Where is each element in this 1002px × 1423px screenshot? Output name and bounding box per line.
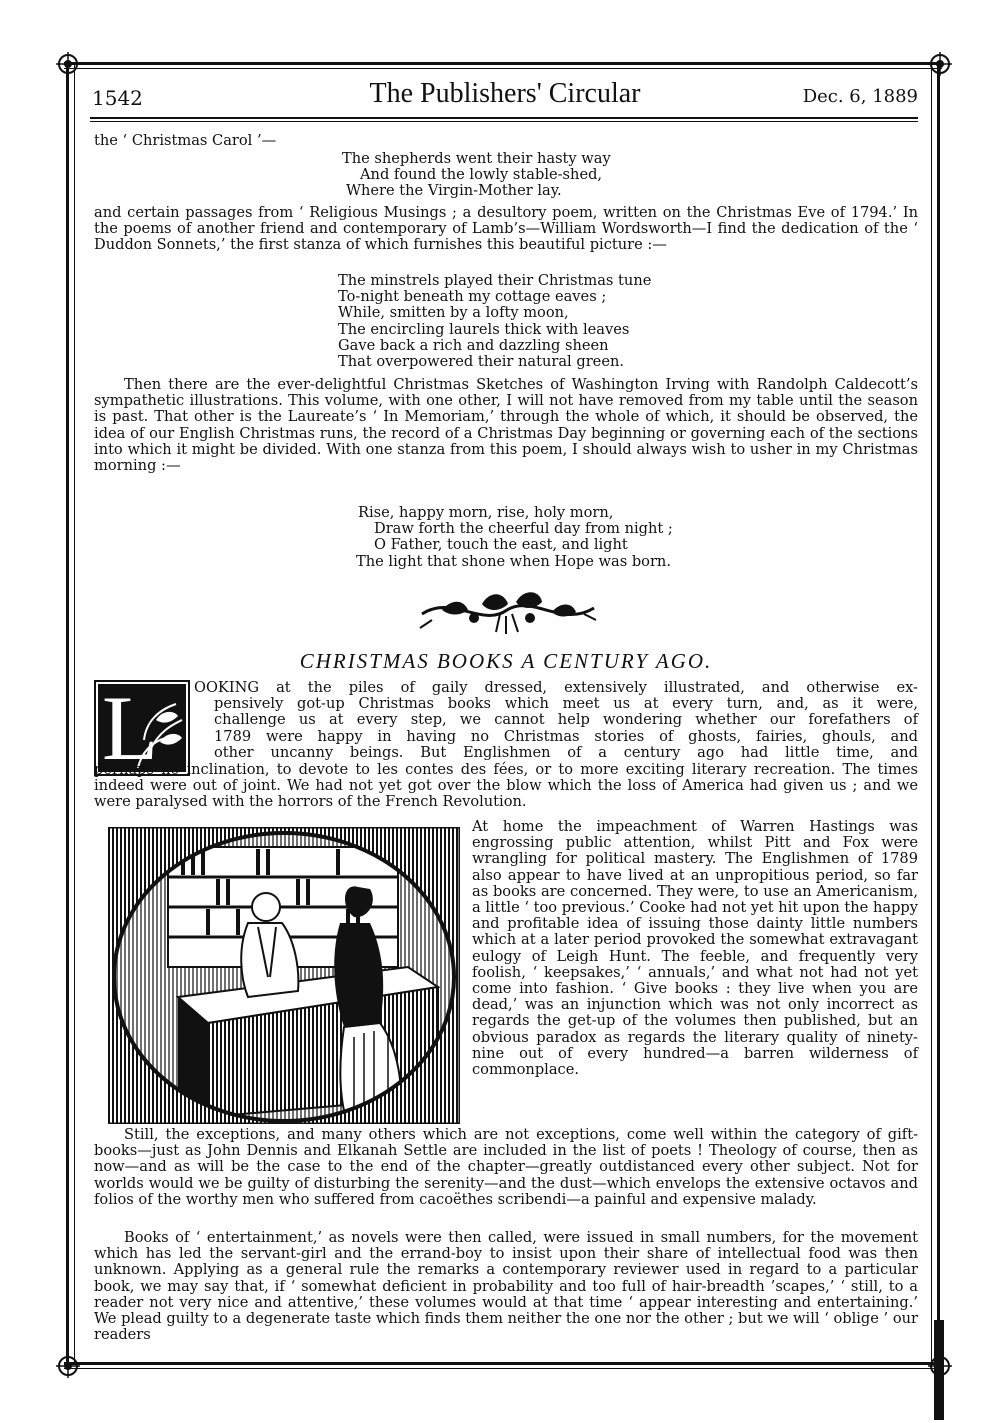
publication-title: The Publishers' Circular xyxy=(369,78,641,109)
poem-christmas-carol xyxy=(342,151,611,200)
poem-line: While, smitten by a lofty moon, xyxy=(338,304,569,322)
article-line: challenge us at every step, we cannot help wondering whether our forefathers of xyxy=(214,711,918,729)
poem-line: Where the Virgin-Mother lay. xyxy=(346,182,562,200)
poem-line: O Father, touch the east, and light xyxy=(374,536,628,554)
right-border-rule-inner xyxy=(931,64,932,1364)
article-paragraph-gift-books: Still, the exceptions, and many others which are not exceptions, come well within the category of gift-books—just as John Dennis and Elkanah Settle are included in the list of poets ! Theology of course, then as now—and as will be the case to the end of the chapter—greatly outdistanced every other subject. Not for worlds would we be guilty of disturbing the serenity—and the dust—which envelops the extensive octavos and folios of the worthy men who suffered from cacoëthes scribendi—a painful and expensive malady. xyxy=(94,1126,918,1208)
header-underline-thin xyxy=(90,121,918,122)
article-line: 1789 were happy in having no Christmas stories of ghosts, fairies, ghouls, and xyxy=(214,727,918,745)
poem-line: The encircling laurels thick with leaves xyxy=(338,320,630,338)
bottom-border-rule-thin xyxy=(64,1368,942,1369)
header-underline xyxy=(90,117,918,119)
article-line: OOKING at the piles of gaily dressed, extensively illustrated, and otherwise ex- xyxy=(194,679,918,696)
poem-duddon-sonnets xyxy=(338,273,651,370)
left-border-rule-inner xyxy=(74,64,75,1364)
article-line: other uncanny beings. But Englishmen of a century ago had little time, and xyxy=(214,743,918,761)
floral-ornament-icon xyxy=(412,584,602,638)
intro-line: the ‘ Christmas Carol ’— xyxy=(94,132,277,149)
poem-line: To-night beneath my cottage eaves ; xyxy=(338,288,607,306)
poem-in-memoriam xyxy=(356,505,673,570)
article-paragraph-hastings: At home the impeachment of Warren Hastings was engrossing public attention, whilst Pitt and Fox were wrangling for political mastery. The Englishmen of 1789 also appear to have lived at an unpropitious period, so far as books are concerned. They were, to use an Americanism, a little ‘ too previous.’ Cooke had not yet hit upon the happy and profitable idea of issuing those dainty little numbers which at a later period provoked the somewhat extravagant eulogy of Leigh Hunt. The feeble, and frequently very foolish, ‘ keepsakes,’ ‘ annuals,’ and what not had not yet come into fashion. ‘ Give books : they live when you are dead,’ was an injunction which was not only incorrect as regards the get-up of the volumes then published, but an obvious paradox as regards the literary quality of ninety-nine out of every hundred—a barren wilderness of commonplace. xyxy=(472,818,918,1079)
article-line: pensively got-up Christmas books which meet us at every turn, and, as it were, xyxy=(214,695,918,713)
poem-line: The shepherds went their hasty way xyxy=(342,150,611,167)
corner-ornament-icon xyxy=(54,1352,82,1380)
bottom-border-rule xyxy=(64,1362,942,1365)
poem-line: The minstrels played their Christmas tune xyxy=(338,272,652,289)
corner-ornament-icon xyxy=(54,50,82,78)
poem-line: That overpowered their natural green. xyxy=(338,353,624,371)
article-paragraph-entertainment: Books of ‘ entertainment,’ as novels were then called, were issued in small numbers, for the movement which has led the servant-girl and the errand-boy to insist upon their share of intellectual food was then unknown. Applying as a general rule the remarks a contemporary reviewer used in regard to a particular book, we may say that, if ‘ somewhat deficient in probability and too full of hair-breadth ’scapes,’ ‘ still, to a reader not very nice and attentive,’ these volumes would at that time ‘ appear interesting and entertaining.’ We plead guilty to a degenerate taste which finds them neither the one nor the other ; but we will ‘ oblige ’ our readers xyxy=(94,1229,918,1344)
issue-date: Dec. 6, 1889 xyxy=(802,86,918,107)
poem-line: The light that shone when Hope was born. xyxy=(356,552,671,570)
bookshop-woodcut-illustration xyxy=(108,827,460,1124)
poem-line: Gave back a rich and dazzling sheen xyxy=(338,336,609,354)
corner-ornament-icon xyxy=(926,1352,954,1380)
corner-ornament-icon xyxy=(926,50,954,78)
running-header xyxy=(92,78,918,112)
top-border-rule-thin xyxy=(64,68,942,69)
paragraph-religious-musings: and certain passages from ‘ Religious Musings ; a desultory poem, written on the Christmas Eve of 1794.’ In the poems of another friend and contemporary of Lamb’s—William Wordsworth—I find the dedication of the ‘ Duddon Sonnets,’ the first stanza of which furnishes this beautiful picture :— xyxy=(94,204,918,254)
page-number: 1542 xyxy=(92,86,143,110)
right-border-rule xyxy=(937,64,940,1364)
top-border-rule xyxy=(64,62,942,65)
section-heading: CHRISTMAS BOOKS A CENTURY AGO. xyxy=(299,649,713,673)
paragraph-irving-sketches: Then there are the ever-delightful Christmas Sketches of Washington Irving with Randolph Caldecott’s sympathetic illustrations. This volume, with one other, I will not have removed from my table until the season is past. That other is the Laureate’s ‘ In Memoriam,’ through the whole of which, it should be observed, the idea of our English Christmas runs, the record of a Christmas Day beginning or governing each of the sections into which it might be divided. With one stanza from this poem, I should always wish to usher in my Christmas morning :— xyxy=(94,376,918,475)
poem-line: And found the lowly stable-shed, xyxy=(360,166,603,184)
initial-letter: L xyxy=(102,677,159,779)
article-paragraph-revolution: perhaps no inclination, to devote to les contes des fées, or to more exciting literary recreation. The times indeed were out of joint. We had not yet got over the blow which the loss of America had given us ; and we were paralysed with the horrors of the French Revolution. xyxy=(94,761,918,811)
poem-line: Rise, happy morn, rise, holy morn, xyxy=(358,504,614,521)
left-border-rule xyxy=(66,64,69,1364)
poem-line: Draw forth the cheerful day from night ; xyxy=(374,520,673,538)
article-opening-lines xyxy=(194,680,918,761)
